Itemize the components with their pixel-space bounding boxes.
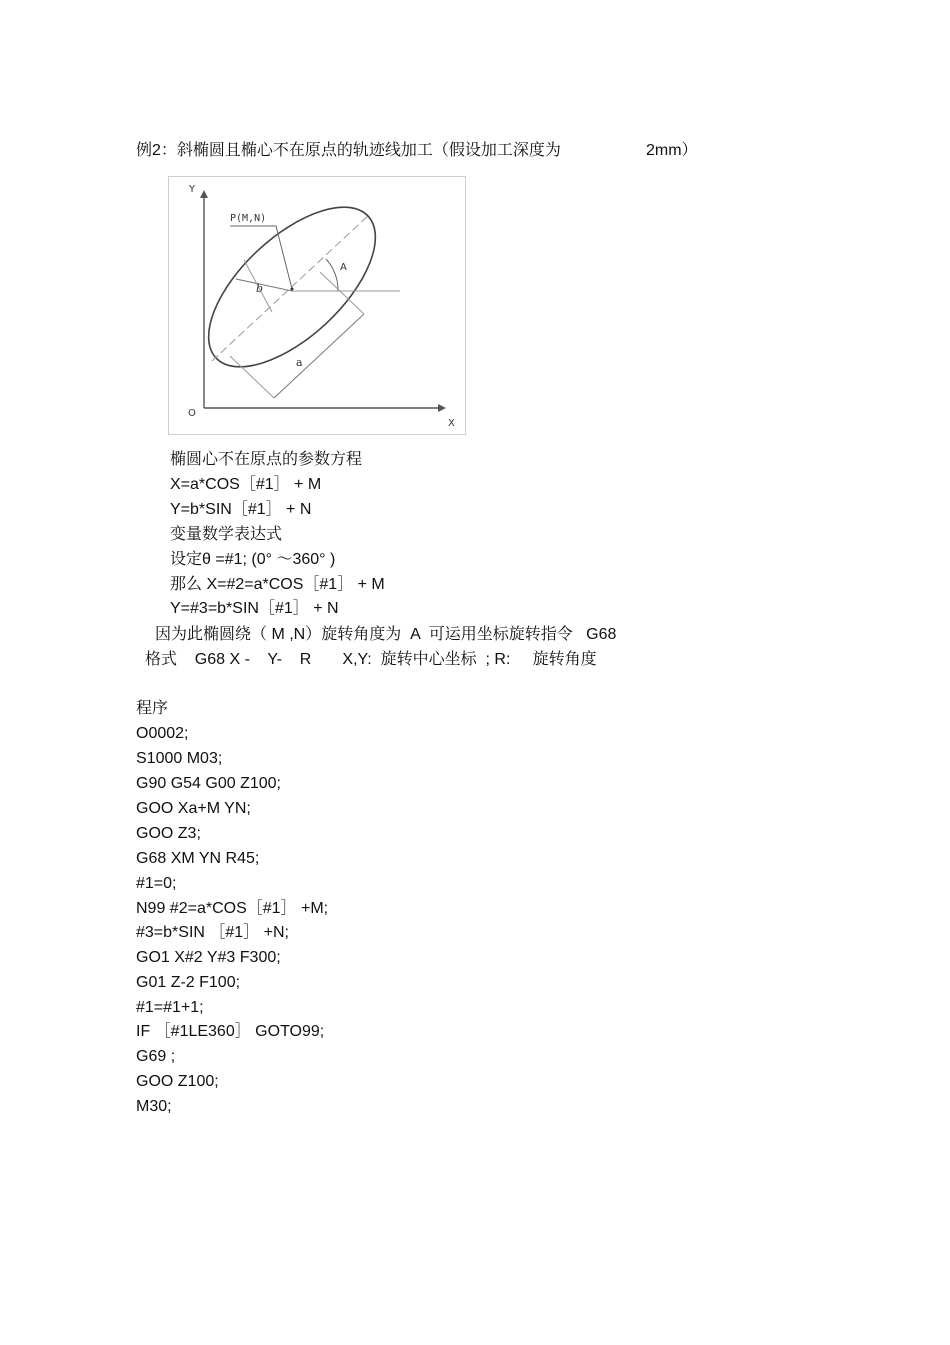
note-line: 那么 X=#2=a*COS［#1］ + M bbox=[170, 576, 385, 593]
program-line: #1=#1+1; bbox=[136, 999, 204, 1016]
note-line: X=a*COS［#1］ + M bbox=[170, 476, 322, 493]
note-line: 椭圆心不在原点的参数方程 bbox=[170, 451, 363, 468]
example-title: 例2：斜椭圆且椭心不在原点的轨迹线加工（假设加工深度为 bbox=[136, 142, 561, 159]
program-line: G01 Z-2 F100; bbox=[136, 974, 241, 991]
point-label: P(M,N) bbox=[230, 213, 267, 224]
program-line: GOO Z100; bbox=[136, 1073, 219, 1090]
note-line: 设定θ =#1; (0° ～360° ) bbox=[170, 551, 336, 568]
program-line: IF ［#1LE360］ GOTO99; bbox=[136, 1023, 325, 1040]
format-note: 格式 G68 X - Y- R X,Y: 旋转中心坐标 ; R: 旋转角度 bbox=[145, 651, 597, 668]
note-line: Y=#3=b*SIN［#1］ + N bbox=[170, 600, 339, 617]
program-line: GOO Xa+M YN; bbox=[136, 800, 251, 817]
program-line: O0002; bbox=[136, 725, 189, 742]
angle-label: A bbox=[340, 262, 347, 273]
program-line: #1=0; bbox=[136, 875, 177, 892]
x-axis-label: X bbox=[448, 418, 455, 429]
y-axis-label: Y bbox=[189, 184, 196, 195]
rotation-note: 因为此椭圆绕（ M ,N）旋转角度为 A 可运用坐标旋转指令 G68 bbox=[155, 626, 617, 643]
depth-value: 2mm） bbox=[646, 142, 698, 159]
program-line: G69 ; bbox=[136, 1048, 176, 1065]
program-line: S1000 M03; bbox=[136, 750, 223, 767]
program-line: N99 #2=a*COS［#1］ +M; bbox=[136, 900, 329, 917]
program-line: GOO Z3; bbox=[136, 825, 201, 842]
program-line: GO1 X#2 Y#3 F300; bbox=[136, 949, 281, 966]
program-line: G90 G54 G00 Z100; bbox=[136, 775, 281, 792]
program-line: G68 XM YN R45; bbox=[136, 850, 260, 867]
program-line: M30; bbox=[136, 1098, 172, 1115]
note-line: 变量数学表达式 bbox=[170, 526, 283, 543]
note-line: Y=b*SIN［#1］ + N bbox=[170, 501, 312, 518]
program-heading: 程序 bbox=[136, 700, 169, 717]
origin-label: O bbox=[188, 408, 196, 419]
a-label: a bbox=[296, 356, 303, 369]
ellipse-diagram bbox=[168, 176, 466, 435]
b-label: b bbox=[256, 282, 264, 295]
program-line: #3=b*SIN ［#1］ +N; bbox=[136, 924, 289, 941]
